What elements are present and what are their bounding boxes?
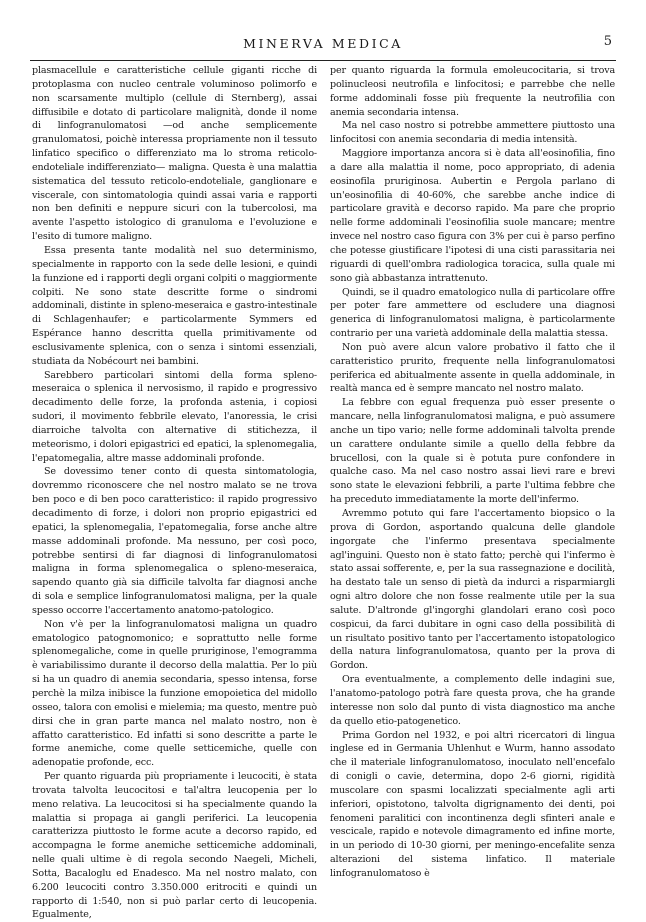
journal-title: MINERVA MEDICA [243, 36, 403, 51]
paragraph: Quindi, se il quadro ematologico nulla di particolare offre per poter fare ammettere od escludere una diagnosi generica di linfogranulomatosi maligna, è particolarmente contrario per una varietà addominale della malattia stessa. [330, 286, 615, 340]
paragraph: per quanto riguarda la formula emoleucocitaria, si trova polinucleosi neutrofila e linfocitosi; e parrebbe che nelle forme addominali fosse più frequente la neutrofilia con anemia secondaria intensa. [330, 65, 615, 118]
paragraph: Maggiore importanza ancora si è data all'eosinofilia, fino a dare alla malattia il nome, poco appropriato, di adenia eosinofila pruriginosa. Aubertin e Pergola parlano di un'eosinofilia di 40-60%, che sarebbe anche indice di particolare gravità e decorso rapido. Ma pare che proprio nelle forme addominali l'eosinofilia suole mancare; mentre invece nel nostro caso figura con 3% per cui è parso perfino che potesse giustificare l'ipotesi di una cisti parassitaria nei riguardi di quell'ombra radiologica toracica, sulla quale mi sono già abbastanza intrattenuto. [330, 148, 615, 284]
paragraph: Non può avere alcun valore probativo il fatto che il caratteristico prurito, frequente nella linfogranulomatosi periferica ed abitualmente assente in quella addominale, in realtà manca ed è sempre mancato nel nostro malato. [330, 341, 615, 395]
paragraph: Non v'è per la linfogranulomatosi maligna un quadro ematologico patognomonico; e soprattutto nelle forme splenomegaliche, come in quelle pruriginose, l'emogramma è variabilissimo durante il decorso della malattia. Per lo più si ha un quadro di anemia secondaria, spesso intensa, forse perchè la milza inibisce la funzione emopoietica del midollo osseo, talora con emolisi e mielemia; ma questo, mentre può dirsi che in gran parte manca nel malato nostro, non è affatto caratteristico. Ed infatti si sono descritte a parte le forme anemiche, come quelle setticemiche, quelle con adenopatie profonde, ecc. [32, 618, 317, 769]
left-column [32, 64, 317, 922]
paragraph: Prima Gordon nel 1932, e poi altri ricercatori di lingua inglese ed in Germania Uhlenhut e Wurm, hanno assodato che il materiale linfogranulomatoso, inoculato nell'encefalo di conigli o cavie, determina, dopo 2-6 giorni, rigidità muscolare con spasmi localizzati specialmente agli arti inferiori, opistotono, talvolta digrignamento dei denti, poi fenomeni paralitici con incontinenza degli sfinteri anale e vescicale, rapido e notevole dimagramento ed infine morte, in un periodo di 10-30 giorni, per meningo-encefalite senza alterazioni del sistema linfatico. Il materiale linfogranulomatoso è [330, 729, 615, 879]
paragraph: Sarebbero particolari sintomi della forma spleno-meseraica o splenica il nervosismo, il rapido e progressivo decadimento delle forze, la profonda astenia, i copiosi sudori, il movimento febbrile elevato, l'anoressia, le crisi diarroiche talvolta con alternative di stitichezza, il meteorismo, i dolori epigastrici ed epatici, la splenomegalia, l'epatomegalia, altre masse addominali profonde. [32, 369, 317, 464]
page-number: 5 [603, 34, 612, 49]
paragraph: Avremmo potuto qui fare l'accertamento biopsico o la prova di Gordon, asportando qualcuna delle glandole ingorgate che l'infermo presentava specialmente agl'inguini. Questo non è stato fatto; perchè qui l'infermo è stato assai sofferente, e, per la sua rassegnazione e docilità, ha destato tale un senso di pietà da indurci a risparmiargli ogni altro dolore che non fosse realmente utile per la sua salute. D'altronde gl'ingorghi glandolari erano così poco cospicui, da farci dubitare in ogni caso della possibilità di un risultato positivo tanto per l'accertamento istopatologico della natura linfogranulomatosa, quanto per la prova di Gordon. [330, 508, 615, 672]
paragraph: Se dovessimo tener conto di questa sintomatologia, dovremmo riconoscere che nel nostro malato se ne trova ben poco e di ben poco caratteristico: il rapido progressivo decadimento di forze, i dolori non proprio epigastrici ed epatici, la splenomegalia, l'epatomegalia, forse anche altre masse addominali profonde. Ma nessuno, per così poco, potrebbe sentirsi di far diagnosi di linfogranulomatosi maligna in forma splenomegalica o spleno-meseraica, sapendo quanto già sia difficile talvolta far diagnosi anche di sola e semplice linfogranulomatosi maligna, per la quale spesso occorre l'accertamento anatomo-patologico. [32, 466, 317, 616]
paragraph: plasmacellule e caratteristiche cellule giganti ricche di protoplasma con nucleo centrale voluminoso polimorfo e non scarsamente multiplo (cellule di Sternberg), assai diffusibile e dotato di particolare malignità, donde il nome di linfogranulomatosi —od anche semplicemente granulomatosi, poichè interessa propriamente non il tessuto linfatico specifico o differenziato ma lo stroma reticolo-endoteliale indifferenziato— maligna. Questa è una malattia sistematica del tessuto reticolo-endoteliale, ganglionare e viscerale, con sintomatologia quindi assai varia e rapporti non ben definiti e neppure sicuri con la tubercolosi, ma avente l'aspetto istologico di granuloma e l'evoluzione e l'esito di tumore maligno. [32, 65, 317, 243]
right-column [330, 64, 615, 881]
paragraph: La febbre con egual frequenza può esser presente o mancare, nella linfogranulomatosi maligna, e può assumere anche un tipo vario; nelle forme addominali talvolta prende un carattere ondulante simile a quello della febbre da brucellosi, con la quale si è potuta pure confondere in qualche caso. Ma nel caso nostro assai lievi rare e brevi sono state le elevazioni febbrili, a parte l'ultima febbre che ha preceduto immediatamente la morte dell'infermo. [330, 397, 615, 506]
paragraph: Per quanto riguarda più propriamente i leucociti, è stata trovata talvolta leucocitosi e tal'altra leucopenia per lo meno relativa. La leucocitosi si ha specialmente quando la malattia si propaga ai gangli periferici. La leucopenia caratterizza piuttosto le forme acute a decorso rapido, ed accompagna le forme anemiche setticemiche addominali, nelle quali ultime è di regola secondo Naegeli, Micheli, Sotta, Bacaloglu ed Enadesco. Ma nel nostro malato, con 6.200 leucociti contro 3.350.000 eritrociti e quindi un rapporto di 1:540, non si può parlar certo di leucopenia. Egualmente, [32, 771, 317, 921]
paragraph: Ma nel caso nostro si potrebbe ammettere piuttosto una linfocitosi con anemia secondaria di media intensità. [330, 120, 615, 146]
paragraph: Ora eventualmente, a complemento delle indagini sue, l'anatomo-patologo potrà fare questa prova, che ha grande interesse non solo dal punto di vista diagnostico ma anche da quello etio-patogenetico. [330, 674, 615, 727]
paragraph: Essa presenta tante modalità nel suo determinismo, specialmente in rapporto con la sede delle lesioni, e quindi la funzione ed i rapporti degli organi colpiti o maggiormente colpiti. Ne sono state descritte forme o sindromi addominali, distinte in spleno-meseraica e gastro-intestinale di Schlagenhaufer; e particolarmente Symmers ed Espérance hanno descritta quella primitivamente od esclusivamente splenica, con o senza i sintomi essenziali, studiata da Nobécourt nei bambini. [32, 244, 317, 367]
header-rule [30, 60, 616, 61]
page-header [30, 34, 616, 54]
